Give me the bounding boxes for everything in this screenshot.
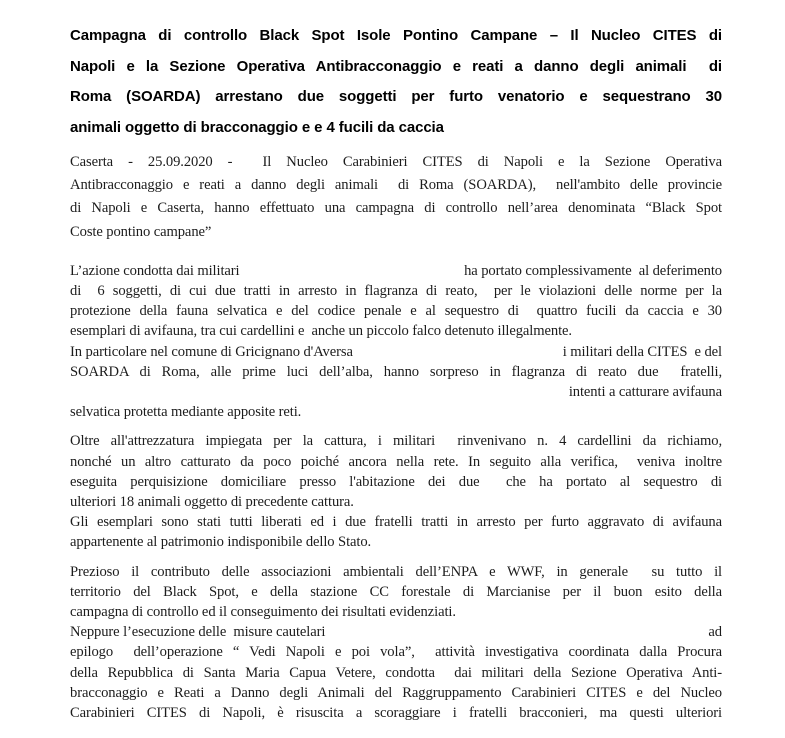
text-line: appartenente al patrimonio indisponibile dello Stato.: [70, 534, 372, 551]
text-line: campagna di controllo ed il conseguimento dei risultati evidenziati.: [70, 604, 456, 621]
text-segment-right: ad: [708, 624, 722, 641]
text-line: bracconaggio e Reati a Danno degli Animali del Raggruppamento Carabinieri CITES e del Nucleo: [70, 684, 722, 701]
text-segment-left: L’azione condotta dai militari: [70, 262, 240, 279]
seizure-paragraph: [70, 431, 722, 552]
text-line: della Repubblica di Santa Maria Capua Vetere, condotta dai militari della Sezione Operativa Anti-: [70, 664, 722, 681]
text-line: Prezioso il contributo delle associazioni ambientali dell’ENPA e WWF, in generale su tutto il: [70, 563, 722, 580]
text-line: nonché un altro catturato da poco poiché ancora nella rete. In seguito alla verifica, veniva inoltre: [70, 453, 722, 470]
text-line: di Napoli e Caserta, hanno effettuato una campagna di controllo nell’area denominata “Black Spot: [70, 200, 722, 217]
text-line: SOARDA di Roma, alle prime luci dell’alba, hanno sorpreso in flagranza di reato due fratelli,: [70, 363, 722, 380]
text-line: animali oggetto di bracconaggio e e 4 fucili da caccia: [70, 118, 444, 136]
document-content: [70, 21, 722, 723]
dateline-paragraph: [70, 151, 722, 244]
text-line: [70, 622, 722, 642]
action-paragraph: [70, 261, 722, 423]
text-line: Caserta - 25.09.2020 - Il Nucleo Carabinieri CITES di Napoli e la Sezione Operativa: [70, 154, 722, 170]
text-line: eseguita perquisizione domiciliare presso l'abitazione dei due che ha portato al sequestro di: [70, 473, 722, 490]
text-line: Gli esemplari sono stati tutti liberati ed i due fratelli tratti in arresto per furto aggravato di avifauna: [70, 514, 722, 531]
text-segment-left: Neppure l’esecuzione delle misure cautelari: [70, 624, 326, 641]
text-line: epilogo dell’operazione “ Vedi Napoli e poi vola”, attività investigativa coordinata dalla Procura: [70, 644, 722, 661]
headline: [70, 21, 722, 143]
closing-paragraph: [70, 562, 722, 724]
text-line: Campagna di controllo Black Spot Isole Pontino Campane – Il Nucleo CITES di: [70, 27, 722, 44]
text-line: selvatica protetta mediante apposite reti.: [70, 404, 302, 421]
text-line: di 6 soggetti, di cui due tratti in arresto in flagranza di reato, per le violazioni delle norme per la: [70, 283, 722, 300]
text-line: Oltre all'attrezzatura impiegata per la cattura, i militari rinvenivano n. 4 cardellini da richiamo,: [70, 433, 722, 450]
text-line: ulteriori 18 animali oggetto di precedente cattura.: [70, 494, 354, 511]
text-line: Coste pontino campane”: [70, 223, 212, 240]
text-line: [70, 342, 722, 362]
text-line: Roma (SOARDA) arrestano due soggetti per furto venatorio e sequestrano 30: [70, 88, 722, 105]
text-line: territorio del Black Spot, e della stazione CC forestale di Marcianise per il buon esito della: [70, 583, 722, 600]
text-line: protezione della fauna selvatica e del codice penale e al sequestro di quattro fucili da caccia e 30: [70, 303, 722, 320]
text-segment-left: In particolare nel comune di Gricignano d'Aversa: [70, 343, 353, 360]
text-line: [70, 261, 722, 281]
text-line: Antibracconaggio e reati a danno degli animali di Roma (SOARDA), nell'ambito delle provincie: [70, 177, 722, 194]
text-segment-right: ha portato complessivamente al deferimento: [464, 262, 722, 279]
text-line: Carabinieri CITES di Napoli, è risuscita a scoraggiare i fratelli bracconieri, ma questi ulteriori: [70, 705, 722, 722]
text-line: esemplari di avifauna, tra cui cardellini e anche un piccolo falco detenuto illegalmente.: [70, 323, 572, 340]
text-line: intenti a catturare avifauna: [568, 384, 722, 401]
text-segment-right: i militari della CITES e del: [562, 343, 722, 360]
text-line: Napoli e la Sezione Operativa Antibracconaggio e reati a danno degli animali di: [70, 57, 722, 75]
